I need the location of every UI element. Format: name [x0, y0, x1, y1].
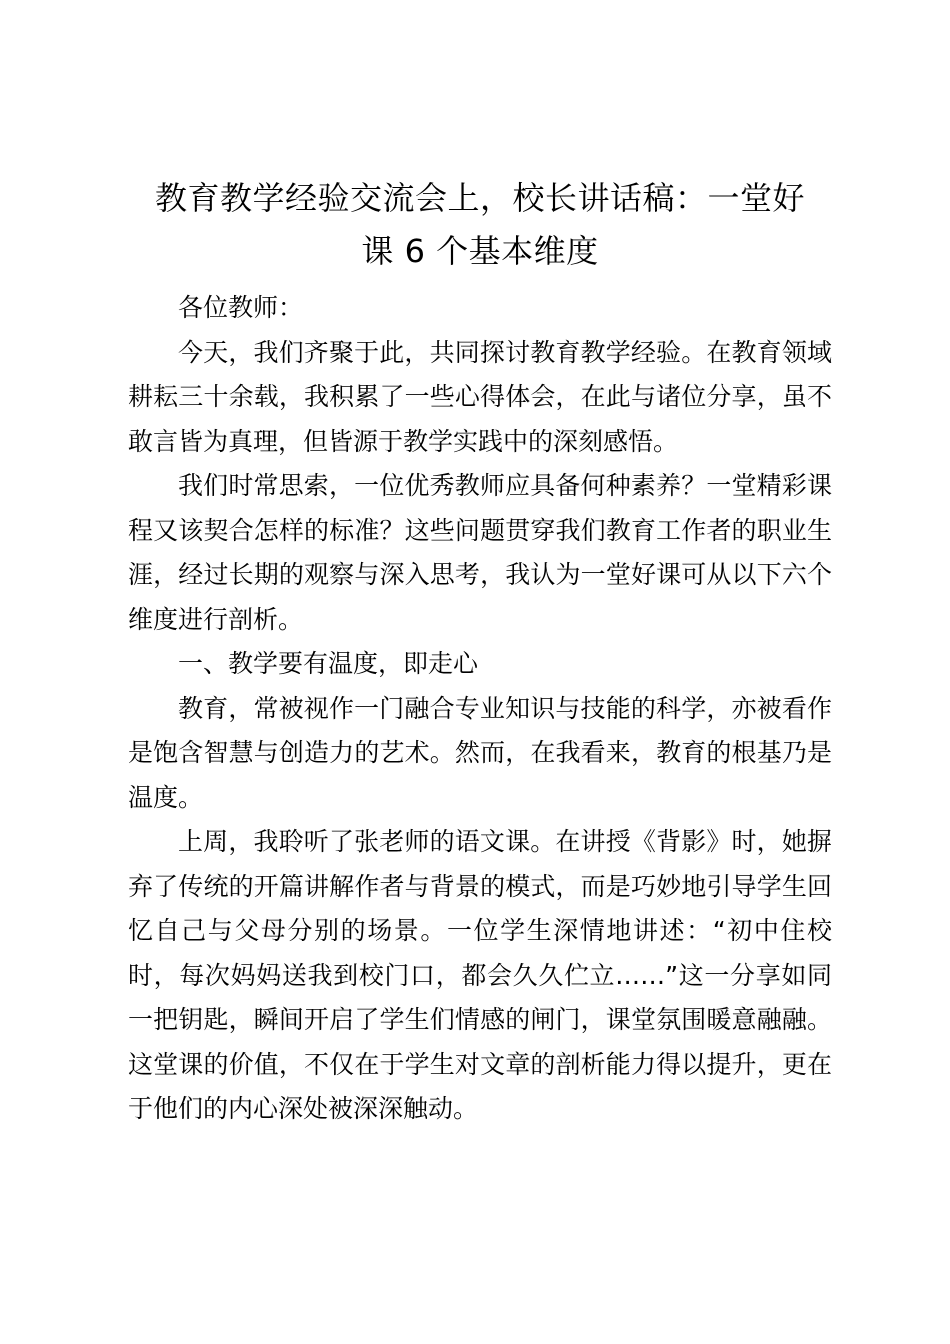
- paragraph-example: 上周，我聆听了张老师的语文课。在讲授《背影》时，她摒弃了传统的开篇讲解作者与背景的模式，而是巧妙地引导学生回忆自己与父母分别的场景。一位学生深情地讲述：“初中住校时，每次妈妈送我到校门口，都会久久伫立……”这一分享如同一把钥匙，瞬间开启了学生们情感的闸门，课堂氛围暖意融融。这堂课的价值，不仅在于学生对文章的剖析能力得以提升，更在于他们的内心深处被深深触动。: [128, 827, 832, 1123]
- document-title: [128, 172, 832, 278]
- title-line-1: 教育教学经验交流会上，校长讲话稿：一堂好: [154, 179, 805, 217]
- salutation: 各位教师：: [178, 293, 304, 322]
- document-page: [128, 172, 832, 1132]
- paragraph-question: 我们时常思索，一位优秀教师应具备何种素养？一堂精彩课程又该契合怎样的标准？这些问题贯穿我们教育工作者的职业生涯，经过长期的观察与深入思考，我认为一堂好课可从以下六个维度进行剖析。: [128, 471, 832, 634]
- section-heading-1: 一、教学要有温度，即走心: [178, 649, 479, 678]
- document-body: [128, 286, 832, 1132]
- paragraph-intro: 今天，我们齐聚于此，共同探讨教育教学经验。在教育领域耕耘三十余载，我积累了一些心得体会，在此与诸位分享，虽不敢言皆为真理，但皆源于教学实践中的深刻感悟。: [128, 337, 832, 456]
- paragraph-education: 教育，常被视作一门融合专业知识与技能的科学，亦被看作是饱含智慧与创造力的艺术。然而，在我看来，教育的根基乃是温度。: [128, 693, 832, 812]
- title-line-2: 课 6 个基本维度: [361, 232, 599, 270]
